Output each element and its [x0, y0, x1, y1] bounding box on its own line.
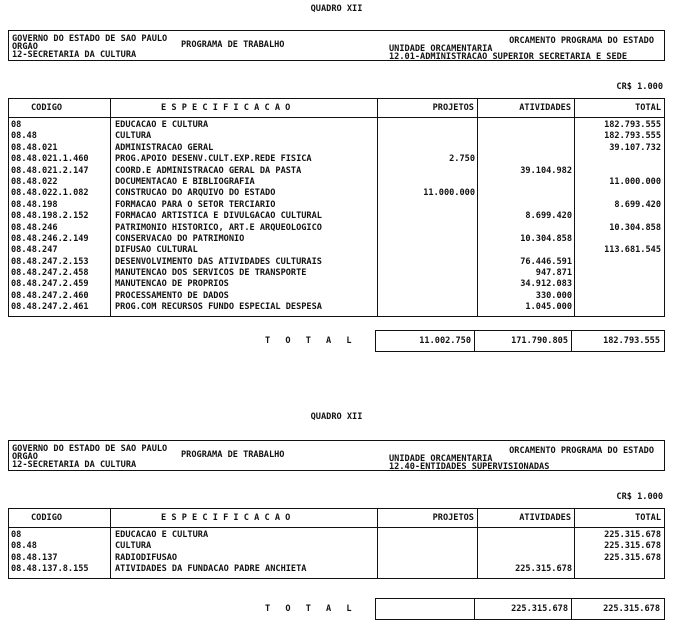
cell-codigo: 08.48.198: [11, 199, 58, 210]
table-row: [9, 120, 664, 131]
unidade-value: 12.01-ADMINISTRACAO SUPERIOR SECRETARIA E SEDE: [389, 52, 627, 62]
col-header-projetos: PROJETOS: [432, 103, 474, 113]
col-header-total: TOTAL: [635, 103, 661, 113]
table-row: [9, 257, 664, 268]
cell-total: 225.315.678: [604, 530, 661, 540]
cell-especificacao: DESENVOLVIMENTO DAS ATIVIDADES CULTURAIS: [115, 256, 322, 267]
government-label: GOVERNO DO ESTADO DE SAO PAULO: [12, 444, 168, 454]
cell-especificacao: CULTURA: [115, 541, 152, 552]
total-row: [375, 598, 665, 620]
table-row: [9, 564, 664, 575]
cell-atividades: 330.000: [535, 290, 572, 301]
cell-codigo: 08.48.021.2.147: [11, 165, 89, 176]
total-atividades: 171.790.805: [511, 336, 568, 346]
header-box: [8, 440, 665, 471]
cell-especificacao: CULTURA: [115, 131, 152, 142]
cell-codigo: 08.48.021.1.460: [11, 154, 89, 165]
cell-especificacao: DOCUMENTACAO E BIBLIOGRAFIA: [115, 176, 255, 187]
cell-codigo: 08: [11, 530, 22, 540]
budget-table: [8, 98, 665, 317]
table-row: [9, 211, 664, 222]
cell-especificacao: MANUTENCAO DOS SERVICOS DE TRANSPORTE: [115, 268, 307, 279]
cell-especificacao: EDUCACAO E CULTURA: [115, 120, 209, 130]
table-row: [9, 177, 664, 188]
table-row: [9, 223, 664, 234]
cell-especificacao: CONSTRUCAO DO ARQUIVO DO ESTADO: [115, 188, 276, 199]
cell-total: 39.107.732: [609, 142, 661, 153]
table-row: [9, 166, 664, 177]
table-row: [9, 154, 664, 165]
table-header: [9, 509, 664, 528]
table-row: [9, 268, 664, 279]
cell-especificacao: FORMACAO ARTISTICA E DIVULGACAO CULTURAL: [115, 211, 322, 222]
col-header-atividades: ATIVIDADES: [519, 513, 571, 523]
cell-especificacao: MANUTENCAO DE PROPRIOS: [115, 279, 229, 290]
currency-unit: CR$ 1.000: [616, 82, 663, 92]
cell-atividades: 34.912.083: [520, 279, 572, 290]
cell-codigo: 08.48.198.2.152: [11, 211, 89, 222]
table-row: [9, 553, 664, 564]
cell-total: 8.699.420: [614, 199, 661, 210]
currency-unit: CR$ 1.000: [616, 492, 663, 502]
table-row: [9, 131, 664, 142]
budget-table: [8, 508, 665, 579]
col-header-atividades: ATIVIDADES: [519, 103, 571, 113]
cell-codigo: 08.48.247.2.459: [11, 279, 89, 290]
table-row: [9, 541, 664, 552]
cell-codigo: 08.48.137.8.155: [11, 564, 89, 575]
cell-total: 225.315.678: [604, 541, 661, 552]
cell-codigo: 08.48.247.2.458: [11, 268, 89, 279]
cell-codigo: 08.48: [11, 131, 37, 142]
orgao-label: ORGAO: [12, 452, 38, 462]
table-row: [9, 234, 664, 245]
table-row: [9, 530, 664, 541]
quadro-title: QUADRO XII: [310, 4, 363, 14]
cell-codigo: 08.48.021: [11, 142, 58, 153]
cell-atividades: 76.446.591: [520, 256, 572, 267]
total-atividades: 225.315.678: [511, 604, 568, 614]
cell-atividades: 225.315.678: [515, 564, 572, 575]
cell-codigo: 08.48.246.2.149: [11, 233, 89, 244]
col-header-codigo: CODIGO: [31, 513, 63, 523]
cell-atividades: 947.871: [535, 268, 572, 279]
cell-especificacao: CONSERVACAO DO PATRIMONIO: [115, 233, 245, 244]
programa-label: PROGRAMA DE TRABALHO: [181, 450, 285, 460]
table-row: [9, 279, 664, 290]
cell-codigo: 08.48.247: [11, 245, 58, 256]
table-row: [9, 200, 664, 211]
orgao-value: 12-SECRETARIA DA CULTURA: [12, 50, 137, 60]
table-header: [9, 99, 664, 118]
programa-label: PROGRAMA DE TRABALHO: [181, 40, 285, 50]
header-box: [8, 30, 665, 61]
cell-total: 10.304.858: [609, 222, 661, 233]
orcamento-label: ORCAMENTO PROGRAMA DO ESTADO: [509, 446, 654, 456]
cell-atividades: 39.104.982: [520, 165, 572, 176]
table-row: [9, 291, 664, 302]
col-header-total: TOTAL: [635, 513, 661, 523]
cell-especificacao: ATIVIDADES DA FUNDACAO PADRE ANCHIETA: [115, 564, 307, 575]
orgao-value: 12-SECRETARIA DA CULTURA: [12, 460, 137, 470]
cell-codigo: 08.48.247.2.153: [11, 256, 89, 267]
total-label: T O T A L: [265, 604, 357, 614]
cell-especificacao: PROG.COM RECURSOS FUNDO ESPECIAL DESPESA: [115, 302, 322, 313]
cell-atividades: 1.045.000: [525, 302, 572, 313]
table-body: [9, 528, 664, 578]
table-row: [9, 188, 664, 199]
cell-total: 225.315.678: [604, 552, 661, 563]
table-row: [9, 245, 664, 256]
cell-codigo: 08.48: [11, 541, 37, 552]
cell-especificacao: DIFUSAO CULTURAL: [115, 245, 198, 256]
cell-projetos: 2.750: [449, 154, 475, 165]
cell-total: 11.000.000: [609, 176, 661, 187]
cell-especificacao: PATRIMONIO HISTORICO, ART.E ARQUEOLOGICO: [115, 222, 322, 233]
col-header-codigo: CODIGO: [31, 103, 63, 113]
cell-codigo: 08.48.022: [11, 176, 58, 187]
cell-codigo: 08.48.022.1.082: [11, 188, 89, 199]
cell-atividades: 8.699.420: [525, 211, 572, 222]
total-label: T O T A L: [265, 336, 357, 346]
cell-codigo: 08.48.137: [11, 552, 58, 563]
total-projetos: 11.002.750: [419, 336, 471, 346]
col-header-especificacao: E S P E C I F I C A C A O: [161, 103, 291, 113]
unidade-label: UNIDADE ORCAMENTARIA: [389, 44, 493, 54]
orcamento-label: ORCAMENTO PROGRAMA DO ESTADO: [509, 36, 654, 46]
quadro-title: QUADRO XII: [310, 412, 363, 422]
cell-codigo: 08.48.247.2.460: [11, 290, 89, 301]
total-total: 225.315.678: [603, 604, 660, 614]
cell-codigo: 08.48.246: [11, 222, 58, 233]
cell-especificacao: FORMACAO PARA O SETOR TERCIARIO: [115, 199, 276, 210]
orgao-label: ORGAO: [12, 42, 38, 52]
cell-total: 182.793.555: [604, 120, 661, 130]
table-body: [9, 118, 664, 316]
table-row: [9, 143, 664, 154]
total-total: 182.793.555: [603, 336, 660, 346]
total-row: [375, 330, 665, 352]
col-header-projetos: PROJETOS: [432, 513, 474, 523]
cell-especificacao: COORD.E ADMINISTRACAO GERAL DA PASTA: [115, 165, 302, 176]
unidade-label: UNIDADE ORCAMENTARIA: [389, 454, 493, 464]
cell-especificacao: EDUCACAO E CULTURA: [115, 530, 209, 540]
cell-projetos: 11.000.000: [423, 188, 475, 199]
government-label: GOVERNO DO ESTADO DE SAO PAULO: [12, 34, 168, 44]
cell-especificacao: PROG.APOIO DESENV.CULT.EXP.REDE FISICA: [115, 154, 312, 165]
cell-total: 113.681.545: [604, 245, 661, 256]
cell-especificacao: PROCESSAMENTO DE DADOS: [115, 290, 229, 301]
unidade-value: 12.40-ENTIDADES SUPERVISIONADAS: [389, 462, 550, 472]
cell-atividades: 10.304.858: [520, 233, 572, 244]
col-header-especificacao: E S P E C I F I C A C A O: [161, 513, 291, 523]
cell-codigo: 08.48.247.2.461: [11, 302, 89, 313]
cell-especificacao: ADMINISTRACAO GERAL: [115, 142, 214, 153]
cell-especificacao: RADIODIFUSAO: [115, 552, 178, 563]
cell-codigo: 08: [11, 120, 22, 130]
table-row: [9, 302, 664, 313]
cell-total: 182.793.555: [604, 131, 661, 142]
